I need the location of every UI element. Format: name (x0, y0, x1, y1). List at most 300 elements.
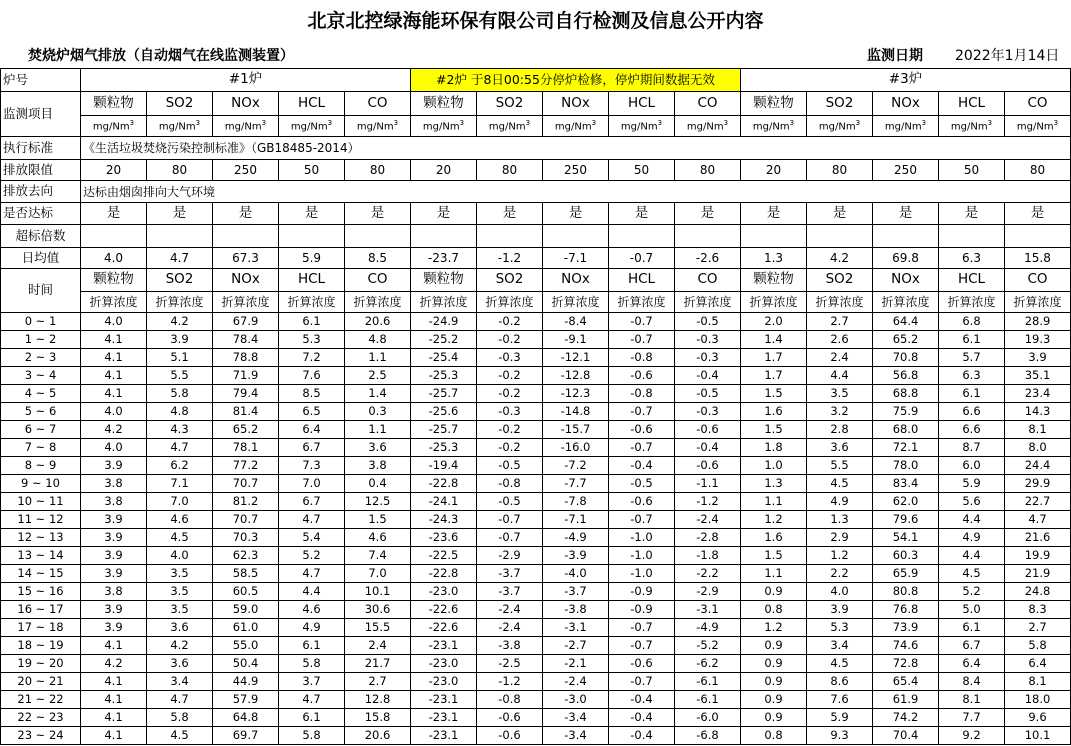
concentration-label: 折算浓度 (345, 292, 411, 313)
hour-value: 3.9 (147, 331, 213, 349)
exceed-cell (279, 225, 345, 248)
hour-value: -23.0 (411, 655, 477, 673)
hour-value: -0.8 (477, 475, 543, 493)
hour-value: 58.5 (213, 565, 279, 583)
hour-value: -25.7 (411, 421, 477, 439)
hour-value: -0.7 (477, 529, 543, 547)
hour-value: -2.4 (477, 601, 543, 619)
hour-value: 20.6 (345, 727, 411, 745)
limit-cell: 80 (1005, 160, 1071, 181)
pollutant-header: CO (1005, 92, 1071, 116)
daily-avg-cell: -7.1 (543, 248, 609, 269)
pollutant-header: 颗粒物 (741, 92, 807, 116)
hour-value: 4.7 (279, 511, 345, 529)
hour-value: 2.9 (807, 529, 873, 547)
hour-value: -14.8 (543, 403, 609, 421)
hour-value: 7.0 (345, 565, 411, 583)
hour-row (1, 547, 1071, 565)
hour-value: -22.6 (411, 601, 477, 619)
hour-label: 17 ~ 18 (1, 619, 81, 637)
furnace-1-header: #1炉 (81, 69, 411, 92)
hour-value: 4.4 (279, 583, 345, 601)
hour-label: 16 ~ 17 (1, 601, 81, 619)
hour-value: -0.6 (609, 421, 675, 439)
unit-text: mg/Nm (686, 121, 724, 133)
hour-value: -4.0 (543, 565, 609, 583)
hour-value: 65.9 (873, 565, 939, 583)
concentration-label-row (1, 292, 1071, 313)
hour-value: -25.6 (411, 403, 477, 421)
hour-value: 20.6 (345, 313, 411, 331)
hour-value: -6.0 (675, 709, 741, 727)
hour-value: 8.4 (939, 673, 1005, 691)
hour-label: 22 ~ 23 (1, 709, 81, 727)
unit-cell (609, 116, 675, 137)
unit-cell (477, 116, 543, 137)
pollutant-header: NOx (873, 92, 939, 116)
hour-value: -0.7 (609, 439, 675, 457)
unit-text: mg/Nm (488, 121, 526, 133)
hour-value: -0.8 (609, 385, 675, 403)
hour-value: 8.0 (1005, 439, 1071, 457)
hour-value: 1.5 (741, 421, 807, 439)
hour-value: 74.6 (873, 637, 939, 655)
hour-value: -0.6 (477, 727, 543, 745)
hour-value: 6.3 (939, 367, 1005, 385)
hour-value: -7.1 (543, 511, 609, 529)
hour-value: 0.8 (741, 601, 807, 619)
hour-value: 4.8 (345, 331, 411, 349)
hour-row (1, 619, 1071, 637)
hour-value: 77.2 (213, 457, 279, 475)
hour-value: 15.8 (345, 709, 411, 727)
hour-value: -7.2 (543, 457, 609, 475)
destination-label: 排放去向 (1, 181, 81, 203)
hour-value: -0.3 (477, 349, 543, 367)
hour-value: -6.2 (675, 655, 741, 673)
hour-value: 3.4 (807, 637, 873, 655)
hour-value: -2.1 (543, 655, 609, 673)
hour-value: 3.2 (807, 403, 873, 421)
hourly-pollutant-header: HCL (939, 269, 1005, 292)
compliant-label: 是否达标 (1, 203, 81, 225)
unit-cell (411, 116, 477, 137)
hour-value: -0.7 (609, 313, 675, 331)
hour-value: 4.5 (147, 727, 213, 745)
pollutant-header: 颗粒物 (81, 92, 147, 116)
hour-value: -6.1 (675, 673, 741, 691)
hour-value: -1.2 (675, 493, 741, 511)
furnace-2-header-notice: #2炉 于8日00:55分停炉检修，停炉期间数据无效 (411, 69, 741, 92)
hour-value: 5.9 (939, 475, 1005, 493)
hour-value: -1.2 (477, 673, 543, 691)
unit-cell (675, 116, 741, 137)
hour-value: 29.9 (1005, 475, 1071, 493)
hour-value: 5.8 (147, 385, 213, 403)
hour-label: 1 ~ 2 (1, 331, 81, 349)
hour-label: 8 ~ 9 (1, 457, 81, 475)
hour-value: 4.1 (81, 385, 147, 403)
hour-value: 50.4 (213, 655, 279, 673)
hour-row (1, 673, 1071, 691)
unit-cell (873, 116, 939, 137)
pollutant-header: CO (345, 92, 411, 116)
limit-row (1, 160, 1071, 181)
hour-value: -25.7 (411, 385, 477, 403)
hour-value: -8.4 (543, 313, 609, 331)
hour-value: -0.6 (675, 457, 741, 475)
hour-value: 5.1 (147, 349, 213, 367)
hour-value: -0.2 (477, 385, 543, 403)
hour-value: -3.8 (477, 637, 543, 655)
daily-avg-cell: 1.3 (741, 248, 807, 269)
hour-value: 56.8 (873, 367, 939, 385)
compliance-cell: 是 (675, 203, 741, 225)
hour-value: 3.9 (807, 601, 873, 619)
hour-value: -3.7 (477, 583, 543, 601)
concentration-label: 折算浓度 (477, 292, 543, 313)
compliance-cell: 是 (609, 203, 675, 225)
unit-superscript: 3 (789, 118, 795, 127)
hour-value: 2.7 (345, 673, 411, 691)
pollutant-header: HCL (279, 92, 345, 116)
concentration-label: 折算浓度 (741, 292, 807, 313)
exceed-cell (411, 225, 477, 248)
compliance-cell: 是 (1005, 203, 1071, 225)
daily-avg-cell: -1.2 (477, 248, 543, 269)
hour-value: -0.7 (609, 403, 675, 421)
hour-value: -3.1 (675, 601, 741, 619)
hour-value: -0.4 (609, 727, 675, 745)
hour-value: 1.4 (741, 331, 807, 349)
hour-value: -23.0 (411, 673, 477, 691)
daily-avg-cell: -0.7 (609, 248, 675, 269)
limit-cell: 50 (939, 160, 1005, 181)
hourly-pollutant-header: NOx (873, 269, 939, 292)
hour-value: 4.1 (81, 349, 147, 367)
unit-superscript: 3 (525, 118, 531, 127)
destination-text: 达标由烟囱排向大气环境 (81, 181, 1071, 203)
unit-superscript: 3 (327, 118, 333, 127)
hour-value: 4.4 (939, 547, 1005, 565)
hour-value: 4.7 (1005, 511, 1071, 529)
hour-value: 5.3 (807, 619, 873, 637)
hour-value: 70.4 (873, 727, 939, 745)
hour-value: 1.5 (741, 547, 807, 565)
hourly-pollutant-header: 颗粒物 (411, 269, 477, 292)
exceed-cell (213, 225, 279, 248)
hour-value: 8.7 (939, 439, 1005, 457)
hour-value: 70.7 (213, 511, 279, 529)
hour-value: -3.0 (543, 691, 609, 709)
hour-value: 65.2 (213, 421, 279, 439)
hour-value: 8.1 (939, 691, 1005, 709)
hour-value: 61.0 (213, 619, 279, 637)
hour-value: 1.2 (807, 547, 873, 565)
hour-value: 5.9 (807, 709, 873, 727)
unit-superscript: 3 (723, 118, 729, 127)
hour-value: -16.0 (543, 439, 609, 457)
destination-row (1, 181, 1071, 203)
hour-value: 21.9 (1005, 565, 1071, 583)
hour-value: -24.3 (411, 511, 477, 529)
hour-value: 0.9 (741, 583, 807, 601)
exceed-row (1, 225, 1071, 248)
hour-value: 78.1 (213, 439, 279, 457)
hour-value: 6.5 (279, 403, 345, 421)
hour-value: 2.7 (1005, 619, 1071, 637)
hour-label: 2 ~ 3 (1, 349, 81, 367)
unit-superscript: 3 (459, 118, 465, 127)
hour-value: 61.9 (873, 691, 939, 709)
hour-value: 74.2 (873, 709, 939, 727)
unit-superscript: 3 (261, 118, 267, 127)
hour-value: 2.8 (807, 421, 873, 439)
monitoring-table (0, 68, 1071, 745)
date-value: 2022年1月14日 (955, 48, 1060, 64)
hour-value: 7.7 (939, 709, 1005, 727)
daily-avg-cell: 4.2 (807, 248, 873, 269)
hour-value: 6.4 (279, 421, 345, 439)
hour-value: 8.5 (279, 385, 345, 403)
hour-value: 5.5 (807, 457, 873, 475)
hour-value: 73.9 (873, 619, 939, 637)
hour-row (1, 637, 1071, 655)
hour-value: -0.9 (609, 601, 675, 619)
hour-value: -4.9 (675, 619, 741, 637)
daily-avg-label: 日均值 (1, 248, 81, 269)
pollutant-header: CO (675, 92, 741, 116)
hour-value: -0.7 (609, 673, 675, 691)
hourly-pollutant-header: SO2 (477, 269, 543, 292)
hour-value: 1.1 (345, 421, 411, 439)
hour-value: -0.7 (477, 511, 543, 529)
limit-cell: 250 (543, 160, 609, 181)
time-label: 时间 (1, 269, 81, 313)
pollutant-row (1, 92, 1071, 116)
hour-row (1, 709, 1071, 727)
hour-row (1, 439, 1071, 457)
hour-label: 6 ~ 7 (1, 421, 81, 439)
daily-avg-cell: 6.3 (939, 248, 1005, 269)
hour-value: 4.6 (345, 529, 411, 547)
hourly-pollutant-row (1, 269, 1071, 292)
hour-value: 21.7 (345, 655, 411, 673)
unit-text: mg/Nm (290, 121, 328, 133)
hour-value: 68.0 (873, 421, 939, 439)
hour-value: 65.4 (873, 673, 939, 691)
limit-cell: 20 (741, 160, 807, 181)
hour-value: 5.8 (279, 655, 345, 673)
hour-value: 1.8 (741, 439, 807, 457)
hour-value: 68.8 (873, 385, 939, 403)
hour-value: 2.7 (807, 313, 873, 331)
hour-value: -0.5 (477, 493, 543, 511)
hour-value: 4.2 (147, 637, 213, 655)
hour-value: 67.9 (213, 313, 279, 331)
hour-value: 9.3 (807, 727, 873, 745)
hour-value: 6.1 (279, 709, 345, 727)
hour-value: 1.3 (807, 511, 873, 529)
daily-avg-cell: 4.7 (147, 248, 213, 269)
hour-value: 3.6 (345, 439, 411, 457)
hour-value: 1.5 (741, 385, 807, 403)
hourly-pollutant-header: NOx (543, 269, 609, 292)
hour-value: 4.6 (147, 511, 213, 529)
hour-value: 7.4 (345, 547, 411, 565)
standard-label: 执行标准 (1, 137, 81, 160)
hour-value: 6.1 (939, 385, 1005, 403)
compliance-cell: 是 (543, 203, 609, 225)
hourly-pollutant-header: SO2 (807, 269, 873, 292)
hour-value: -4.9 (543, 529, 609, 547)
hour-value: 0.4 (345, 475, 411, 493)
hour-value: -3.1 (543, 619, 609, 637)
unit-cell (1005, 116, 1071, 137)
exceed-label: 超标倍数 (1, 225, 81, 248)
hour-value: 6.4 (939, 655, 1005, 673)
hour-label: 13 ~ 14 (1, 547, 81, 565)
hour-value: 57.9 (213, 691, 279, 709)
hour-value: -0.2 (477, 367, 543, 385)
hour-value: -0.7 (609, 511, 675, 529)
hour-value: 4.7 (147, 691, 213, 709)
hour-row (1, 331, 1071, 349)
hour-value: 7.6 (279, 367, 345, 385)
standard-row (1, 137, 1071, 160)
hour-value: 1.5 (345, 511, 411, 529)
hour-value: 4.5 (807, 475, 873, 493)
hour-label: 12 ~ 13 (1, 529, 81, 547)
unit-cell (543, 116, 609, 137)
concentration-label: 折算浓度 (411, 292, 477, 313)
hour-value: 3.5 (147, 601, 213, 619)
hour-value: 3.6 (807, 439, 873, 457)
concentration-label: 折算浓度 (543, 292, 609, 313)
unit-text: mg/Nm (950, 121, 988, 133)
hour-value: 4.9 (807, 493, 873, 511)
hour-value: 4.9 (279, 619, 345, 637)
compliance-cell: 是 (807, 203, 873, 225)
hour-value: 4.4 (807, 367, 873, 385)
compliance-cell: 是 (213, 203, 279, 225)
hour-value: -25.4 (411, 349, 477, 367)
hour-value: -2.2 (675, 565, 741, 583)
hour-value: 3.9 (81, 511, 147, 529)
compliance-row (1, 203, 1071, 225)
hourly-pollutant-header: CO (675, 269, 741, 292)
hour-value: -0.4 (675, 367, 741, 385)
daily-avg-cell: -23.7 (411, 248, 477, 269)
unit-cell (345, 116, 411, 137)
hour-label: 9 ~ 10 (1, 475, 81, 493)
hour-value: 6.1 (939, 331, 1005, 349)
hour-value: -5.2 (675, 637, 741, 655)
hour-value: 24.8 (1005, 583, 1071, 601)
unit-superscript: 3 (195, 118, 201, 127)
hour-value: 4.1 (81, 727, 147, 745)
hour-value: 7.3 (279, 457, 345, 475)
hour-value: -0.4 (675, 439, 741, 457)
hour-label: 20 ~ 21 (1, 673, 81, 691)
date-label: 监测日期 (867, 48, 923, 64)
hour-label: 5 ~ 6 (1, 403, 81, 421)
limit-cell: 80 (477, 160, 543, 181)
exceed-cell (345, 225, 411, 248)
hour-value: 0.9 (741, 673, 807, 691)
hour-value: 3.6 (147, 655, 213, 673)
hour-value: 4.5 (147, 529, 213, 547)
hour-value: 3.5 (147, 565, 213, 583)
hour-value: 8.3 (1005, 601, 1071, 619)
hour-value: -22.6 (411, 619, 477, 637)
hour-value: 3.9 (81, 457, 147, 475)
hour-value: 4.2 (147, 313, 213, 331)
concentration-label: 折算浓度 (873, 292, 939, 313)
hour-value: -25.3 (411, 367, 477, 385)
hour-value: 72.8 (873, 655, 939, 673)
unit-text: mg/Nm (158, 121, 196, 133)
unit-row (1, 116, 1071, 137)
unit-superscript: 3 (129, 118, 135, 127)
hour-value: 65.2 (873, 331, 939, 349)
hour-row (1, 421, 1071, 439)
hour-value: 69.7 (213, 727, 279, 745)
hour-value: 5.0 (939, 601, 1005, 619)
hour-value: 5.8 (279, 727, 345, 745)
hour-value: -1.8 (675, 547, 741, 565)
hour-value: 24.4 (1005, 457, 1071, 475)
hour-row (1, 529, 1071, 547)
hour-value: -0.5 (609, 475, 675, 493)
hour-row (1, 457, 1071, 475)
compliance-cell: 是 (345, 203, 411, 225)
unit-superscript: 3 (855, 118, 861, 127)
concentration-label: 折算浓度 (81, 292, 147, 313)
hour-value: -12.8 (543, 367, 609, 385)
hour-value: 64.8 (213, 709, 279, 727)
hour-row (1, 727, 1071, 745)
hour-value: 0.3 (345, 403, 411, 421)
hour-value: 3.4 (147, 673, 213, 691)
hour-value: 3.5 (807, 385, 873, 403)
limit-cell: 80 (675, 160, 741, 181)
hour-value: 62.0 (873, 493, 939, 511)
hour-value: 70.8 (873, 349, 939, 367)
hour-value: 2.4 (807, 349, 873, 367)
hour-row (1, 313, 1071, 331)
hour-value: 8.1 (1005, 673, 1071, 691)
hour-value: 9.6 (1005, 709, 1071, 727)
hour-value: 64.4 (873, 313, 939, 331)
hour-value: 3.6 (147, 619, 213, 637)
hour-value: 5.5 (147, 367, 213, 385)
hour-label: 15 ~ 16 (1, 583, 81, 601)
concentration-label: 折算浓度 (279, 292, 345, 313)
hour-value: 21.6 (1005, 529, 1071, 547)
unit-superscript: 3 (657, 118, 663, 127)
hour-label: 23 ~ 24 (1, 727, 81, 745)
hour-value: -2.5 (477, 655, 543, 673)
limit-cell: 50 (279, 160, 345, 181)
unit-cell (81, 116, 147, 137)
unit-cell (147, 116, 213, 137)
hour-value: 19.9 (1005, 547, 1071, 565)
hour-value: 76.8 (873, 601, 939, 619)
hourly-pollutant-header: HCL (279, 269, 345, 292)
hour-value: 19.3 (1005, 331, 1071, 349)
hour-value: 5.3 (279, 331, 345, 349)
